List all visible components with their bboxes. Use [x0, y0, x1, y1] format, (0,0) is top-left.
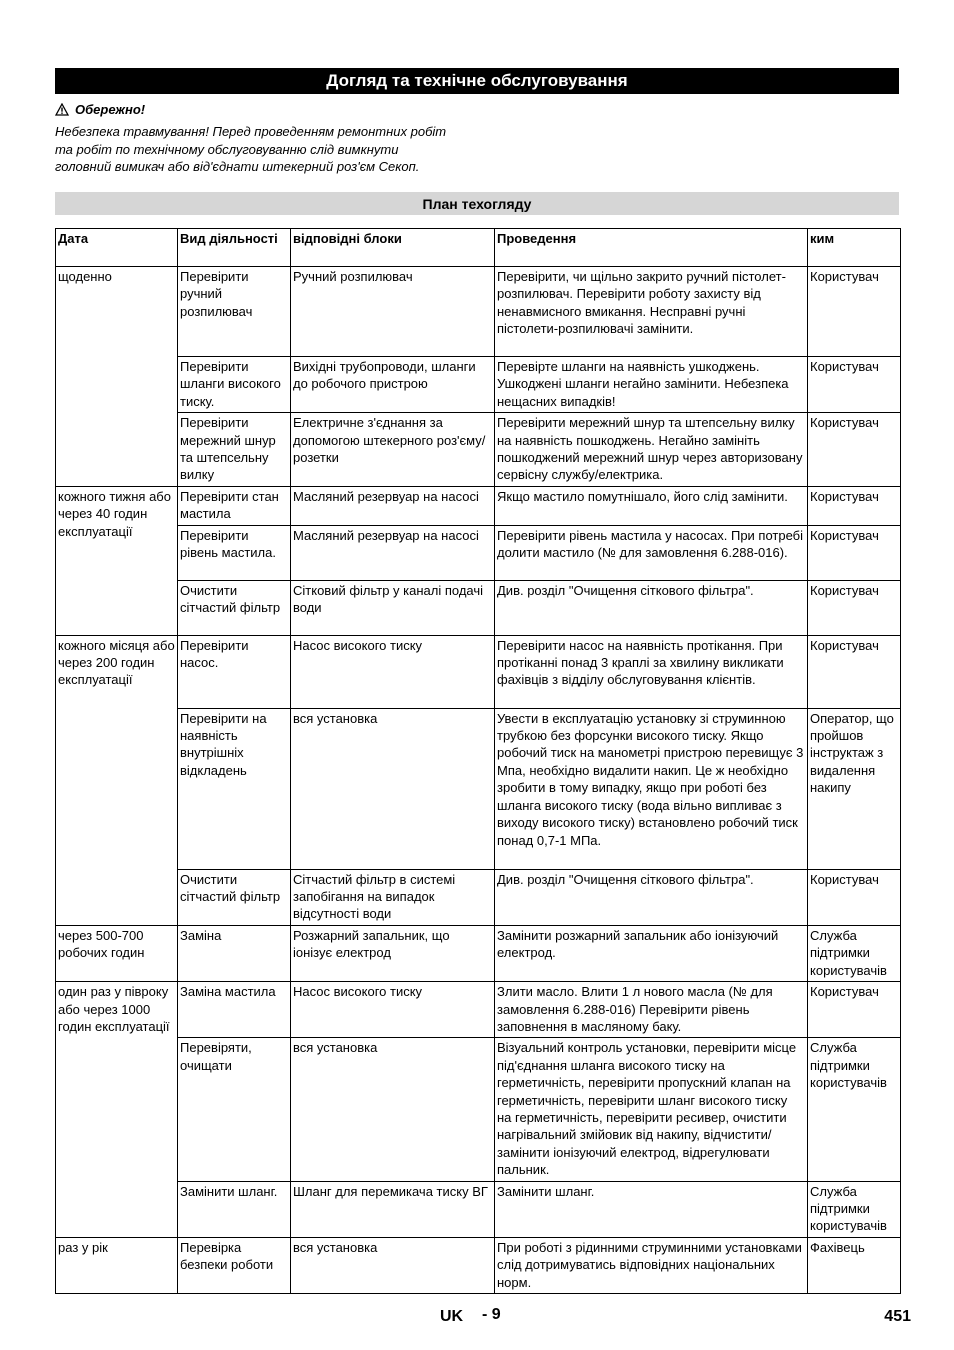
- table-row: [56, 869, 901, 925]
- table-row: [56, 486, 901, 525]
- cell-block: Вихідні трубопроводи, шланги до робочого пристрою: [291, 357, 495, 413]
- cell-date: один раз у півроку або через 1000 годин експлуатації: [56, 982, 178, 1238]
- cell-activity: Перевірити стан мастила: [178, 486, 291, 525]
- footer-language: UK: [440, 1308, 464, 1325]
- table-row: [56, 925, 901, 981]
- cell-who: Користувач: [808, 635, 901, 708]
- column-header-activity: Вид діяльності: [178, 229, 291, 267]
- warning-text: Небезпека травмування! Перед проведенням ремонтних робіт та робіт по технічному обслуговуванню слід вимкнути головний вимикач або від'єднати штекерний роз'єм Секоп.: [55, 124, 447, 174]
- table-body: [56, 267, 901, 1294]
- column-header-who: ким: [808, 229, 901, 267]
- column-header-date: Дата: [56, 229, 178, 267]
- cell-block: Сітковий фільтр у каналі подачі води: [291, 580, 495, 635]
- table-row: [56, 357, 901, 413]
- cell-date: щоденно: [56, 267, 178, 487]
- cell-block: Розжарний запальник, що іонізує електрод: [291, 925, 495, 981]
- cell-procedure: Перевірити насос на наявність протікання. При протіканні понад 3 краплі за хвилину викликати фахівців з відділу обслуговування клієнтів.: [495, 635, 808, 708]
- cell-procedure: Перевірити, чи щільно закрито ручний пістолет-розпилювач. Перевірити роботу захисту від ненавмисного вмикання. Несправні ручні пістолети-розпилювачі замінити.: [495, 267, 808, 357]
- cell-activity: Перевірити шланги високого тиску.: [178, 357, 291, 413]
- cell-block: вся установка: [291, 1237, 495, 1293]
- cell-who: Служба підтримки користувачів: [808, 1038, 901, 1181]
- table-row: [56, 580, 901, 635]
- cell-who: Оператор, що пройшов інструктаж з видалення накипу: [808, 708, 901, 869]
- cell-activity: Замінити шланг.: [178, 1181, 291, 1237]
- cell-activity: Заміна мастила: [178, 982, 291, 1038]
- cell-procedure: Візуальний контроль установки, перевірити місце під'єднання шланга високого тиску на герметичність, перевірити пропускний клапан на герметичність, перевірити шланг високого тиску на герметичність, перевірити ресивер, очистити нагрівальний змійовик від накипу, відчистити/замінити іонізуючий електрод, відрегулювати пальник.: [495, 1038, 808, 1181]
- cell-procedure: Див. розділ "Очищення сіткового фільтра".: [495, 580, 808, 635]
- cell-block: Електричне з'єднання за допомогою штекерного роз'єму/розетки: [291, 413, 495, 487]
- cell-activity: Перевірка безпеки роботи: [178, 1237, 291, 1293]
- cell-activity: Очистити сітчастий фільтр: [178, 869, 291, 925]
- cell-procedure: Перевірити мережний шнур та штепсельну вилку на наявність пошкоджень. Негайно замініть пошкоджений мережний шнур через авторизовану сервісну службу/електрика.: [495, 413, 808, 487]
- cell-procedure: Перевірити рівень мастила у насосах. При потребі долити мастило (№ для замовлення 6.288-016).: [495, 525, 808, 580]
- warning-title: Обережно!: [75, 102, 146, 117]
- cell-block: Масляний резервуар на насосі: [291, 486, 495, 525]
- cell-date: кожного тижня або через 40 годин експлуатації: [56, 486, 178, 635]
- table-row: [56, 708, 901, 869]
- cell-who: Користувач: [808, 413, 901, 487]
- table-row: [56, 635, 901, 708]
- cell-date: через 500-700 робочих годин: [56, 925, 178, 981]
- cell-who: Служба підтримки користувачів: [808, 925, 901, 981]
- cell-who: Користувач: [808, 486, 901, 525]
- cell-activity: Перевіряти, очищати: [178, 1038, 291, 1181]
- cell-procedure: Перевірте шланги на наявність ушкоджень. Ушкоджені шланги негайно замінити. Небезпека нещасних випадків!: [495, 357, 808, 413]
- cell-procedure: Замінити розжарний запальник або іонізуючий електрод.: [495, 925, 808, 981]
- cell-activity: Перевірити ручний розпилювач: [178, 267, 291, 357]
- cell-activity: Перевірити мережний шнур та штепсельну вилку: [178, 413, 291, 487]
- column-header-procedure: Проведення: [495, 229, 808, 267]
- warning-heading: [55, 102, 145, 117]
- cell-who: Користувач: [808, 267, 901, 357]
- cell-activity: Перевірити рівень мастила.: [178, 525, 291, 580]
- table-row: [56, 982, 901, 1038]
- cell-procedure: Увести в експлуатацію установку зі струминною трубкою без форсунки високого тиску. Якщо робочий тиск на манометрі пристрою перевищує 3 Мпа, необхідно видалити накип. Це ж необхідно зробити в тому випадку, якщо при роботі без шланга високого тиску (вода вільно випливає з виходу високого тиску) встановлено робочий тиск понад 0,7-1 МПа.: [495, 708, 808, 869]
- cell-block: Масляний резервуар на насосі: [291, 525, 495, 580]
- cell-activity: Перевірити на наявність внутрішніх відкладень: [178, 708, 291, 869]
- cell-who: Користувач: [808, 869, 901, 925]
- cell-activity: Заміна: [178, 925, 291, 981]
- table-row: [56, 525, 901, 580]
- table-row: [56, 267, 901, 357]
- cell-who: Фахівець: [808, 1237, 901, 1293]
- cell-block: Насос високого тиску: [291, 982, 495, 1038]
- cell-activity: Очистити сітчастий фільтр: [178, 580, 291, 635]
- warning-triangle-icon: [55, 103, 69, 116]
- cell-date: раз у рік: [56, 1237, 178, 1293]
- cell-who: Користувач: [808, 357, 901, 413]
- cell-procedure: Замінити шланг.: [495, 1181, 808, 1237]
- cell-date: кожного місяця або через 200 годин експлуатації: [56, 635, 178, 925]
- cell-block: вся установка: [291, 1038, 495, 1181]
- cell-block: вся установка: [291, 708, 495, 869]
- maintenance-plan-table: [55, 228, 901, 1294]
- table-row: [56, 1181, 901, 1237]
- cell-who: Користувач: [808, 982, 901, 1038]
- table-row: [56, 1237, 901, 1293]
- column-header-block: відповідні блоки: [291, 229, 495, 267]
- table-row: [56, 413, 901, 487]
- footer-page-label: - 9: [482, 1306, 501, 1323]
- cell-who: Користувач: [808, 525, 901, 580]
- cell-block: Насос високого тиску: [291, 635, 495, 708]
- cell-who: Служба підтримки користувачів: [808, 1181, 901, 1237]
- cell-activity: Перевірити насос.: [178, 635, 291, 708]
- table-header-row: [56, 229, 901, 267]
- cell-block: Ручний розпилювач: [291, 267, 495, 357]
- cell-block: Сітчастий фільтр в системі запобігання на випадок відсутності води: [291, 869, 495, 925]
- cell-procedure: Див. розділ "Очищення сіткового фільтра".: [495, 869, 808, 925]
- footer-page-number: 451: [884, 1308, 911, 1325]
- plan-title: План техогляду: [55, 192, 899, 215]
- section-title: Догляд та технічне обслуговування: [55, 68, 899, 94]
- cell-procedure: Злити масло. Влити 1 л нового масла (№ для замовлення 6.288-016) Перевірити рівень заповнення в масляному баку.: [495, 982, 808, 1038]
- cell-block: Шланг для перемикача тиску ВГ: [291, 1181, 495, 1237]
- cell-who: Користувач: [808, 580, 901, 635]
- table-row: [56, 1038, 901, 1181]
- cell-procedure: Якщо мастило помутнішало, його слід замінити.: [495, 486, 808, 525]
- cell-procedure: При роботі з рідинними струминними установками слід дотримуватись відповідних національних норм.: [495, 1237, 808, 1293]
